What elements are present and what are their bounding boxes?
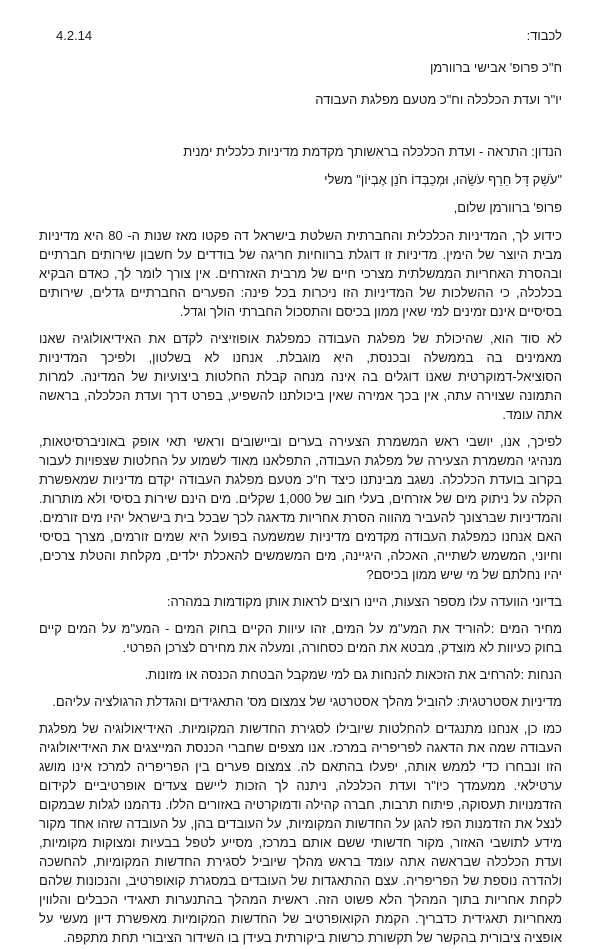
body-paragraph-4: בדיוני הוועדה עלו מספר הצעות, היינו רוצים לראות אותן מקודמות במהרה:	[166, 594, 562, 609]
body-paragraph-8: כמו כן, אנחנו מתנגדים להחלטות שיובילו לסגירת החדשות המקומיות. האידיאולוגיה של מפלגת העבודה שמה את הדאגה לפריפריה במרכז. אנו מצפים שחברי הכנסת המייצגים את האידיאולוגיה הזו ונבחרו כדי לממש אותה, יפעלו בהתאם לה. צמצום פערים בין הפריפריה למרכז אינו מושג ערטילאי. ממעמדך כיו"ר ועדת הכלכלה, ניתנה לך הזכות ליישם צעדים אופרטיביים לקידום הזדמנויות תעסוקה, פיתוח תרבות, חברה קהילה ודמוקרטיה באזורים הללו. נדהמנו לגלות שבמקום לנצל את הזדמנות הפז להגן על החדשות המקומיות, על העובדים בהן, על העובדה שזהו אחד מקור מידע לתושבי האזור, מקור חדשותי ששם אותם במרכז, מסייע לטפל בבעיות ומצוקות מקומיות, ועדת הכלכלה שבראשה אתה עומד בראש מהלך שיוביל לסגירת החדשות המקומיות, להחשכה ולהדרה נוספת של הפריפריה. עצם ההתאגדות של העובדים במסגרת קואופרטיב, והנכונות שלהם לקחת אחריות בתוך המהלך הלא פשוט הזה. ראשית המהלך בהתנערות תאגידי הכבלים והלווין מאחריות תאגידית כדבריך. הקמת הקואופרטיב של החדשות המקומיות מאפשרת דיון מעשי על אופציה ציבורית בהקשר של תקשורת כרשות ביקורתית בעידן בו השידור הציבורי תחת מתקפה.	[39, 721, 562, 945]
body-paragraph-3: לפיכך, אנו, יושבי ראש המשמרת הצעירה בערים וביישובים וראשי תאי אופק באוניברסיטאות, מנהיגי המשמרת הצעירה של מפלגת העבודה, התפלאנו מאוד לשמוע על החלטות שצפויות לעבור בקרוב בועדת הכלכלה. נשגב מבינתנו כיצד ח"כ מטעם מפלגת העבודה יקדם מדיניות שמאפשרת הקלה על ניתוק מים של אזרחים, בעלי חוב של 1,000 שקלים. מים הינם שירות בסיסי ולא מותרות. והמדיניות שברצונך להעביר מהווה הסרת אחריות מדאגה לכך שבכל בית בישראל יהיו מים זורמים. האם אנחנו כמפלגת העבודה מקדמים מדיניות שמשמעה בפועל היא שמים זורמים, מצרך בסיסי וחיוני, המשמש לשתייה, האכלה, היגיינה, מים המשמשים להאכלת ילדים, מקלחת והטלת צרכים, יהיו נחלתם של מי שיש ממון בכיסם?	[39, 434, 562, 582]
body-paragraph-1: כידוע לך, המדיניות הכלכלית והחברתית השלטת בישראל דה פקטו מאז שנות ה- 80 היא מדיניות מבית היוצר של הימין. מדיניות זו דוגלת ברווחיות חריגה של בודדים על חשבון שירותים חברתיים ובהסרת האחריות הממשלתית מצרכי חיים של מרבית האזרחים. אין צורך לומר לך, כאדם הבקיא בכלכלה, כי ההשלכות של המדיניות הזו ניכרות בכל פינה: הפערים החברתיים גדלים, שירותים בסיסיים אינם זמינים למי שאין ממון בכיסם והתסכול החברתי הולך וגדל.	[39, 228, 563, 319]
bible-quote: "עֹשֵׁק דָּל חֵרֵף עֹשֵׂהוּ, וּמְכַבְּדוֹ חֹנֵן אֶבְיוֹן" משלי	[324, 172, 562, 187]
body-paragraph-7: מדיניות אסטרטגית: להוביל מהלך אסטרטגי של צמצום מס' התאגידים והגדלת הרגולציה עליהם.	[52, 694, 562, 709]
body-paragraph-5: מחיר המים :להוריד את המע"מ על המים, זהו עיוות הקיים בחוק המים - המע"מ על המים קיים בחוק כעיוות לא מוצדק, מבטא את המים כסחורה, ומעלה את מחירם לצרכן הפרטי.	[39, 621, 562, 655]
recipient-title: יו"ר ועדת הכלכלה וח"כ מטעם מפלגת העבודה	[315, 92, 562, 107]
subject-line: הנדון: התראה - ועדת הכלכלה בראשותך מקדמת מדיניות כלכלית ימנית	[183, 144, 562, 159]
to-label: לכבוד:	[526, 28, 562, 43]
salutation: פרופ' ברוורמן שלום,	[453, 200, 562, 215]
letter-date: 4.2.14	[56, 28, 93, 43]
body-paragraph-6: הנחות :להרחיב את הזכאות להנחות גם למי שמקבל הבטחת הכנסה או מזונות.	[144, 667, 562, 682]
recipient-name: ח"כ פרופ' אבישי ברוורמן	[429, 60, 562, 75]
body-paragraph-2: לא סוד הוא, שהיכולת של מפלגת העבודה כמפלגת אופוזיציה לקדם את האידיאולוגיה שאנו מאמינים בה בממשלה ובכנסת, היא מוגבלת. אנחנו לא בשלטון, ולפיכך המדיניות הסוציאל-דמוקרטית שאנו דוגלים בה אינה מנחה קבלת החלטות ביצועיות של המדינה. למרות התמונה שצוירה עתה, אין בכך אמירה שאין ביכולתנו להשפיע, בפרט דרך ועדת הכלכלה, בראשה אתה עומד.	[39, 331, 562, 422]
letter-header-row	[39, 26, 562, 45]
